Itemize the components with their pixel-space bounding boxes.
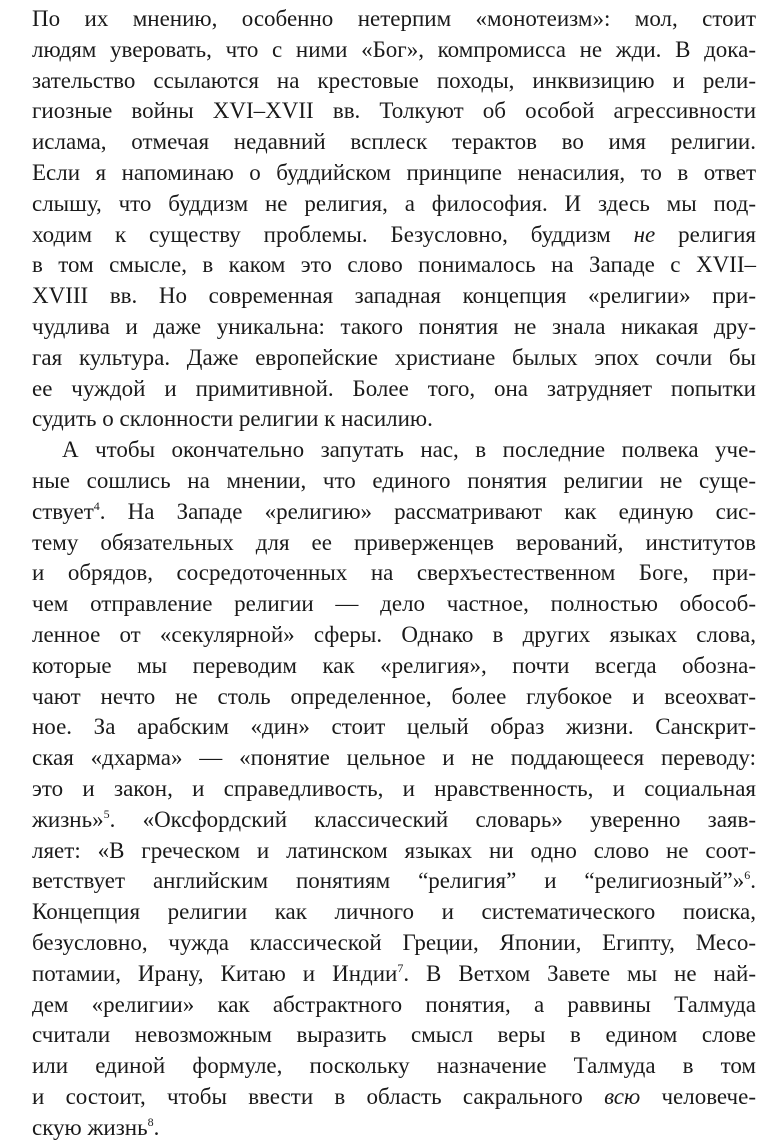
text-line <box>32 250 756 281</box>
footnote-ref[interactable]: 7 <box>397 960 404 975</box>
paragraph <box>32 435 756 1143</box>
text-line <box>32 528 756 559</box>
text-run: ляет: «В греческом и латинском языках ни одно слово не соот- <box>32 837 756 863</box>
text-run: ходим к существу проблемы. Безусловно, буддизм <box>32 221 634 247</box>
footnote-ref[interactable]: 5 <box>103 806 110 821</box>
text-run: судить о склонности религии к насилию. <box>32 406 433 432</box>
text-run: ветствует английским понятиям “религия” и “религиозный”» <box>32 868 745 894</box>
text-line <box>32 651 756 682</box>
text-run: которые мы переводим как «религия», почти всегда обозна- <box>32 652 756 678</box>
page-body <box>32 4 756 1143</box>
text-line <box>32 805 756 836</box>
text-line <box>32 404 756 435</box>
text-run: гая культура. Даже европейские христиане былых эпох сочли бы <box>32 344 756 370</box>
text-line <box>32 1113 756 1144</box>
text-run: и состоит, чтобы ввести в область сакрального <box>32 1083 605 1109</box>
footnote-ref[interactable]: 6 <box>744 868 751 883</box>
text-line <box>32 497 756 528</box>
text-run: чудлива и даже уникальна: такого понятия не знала никакая дру- <box>32 313 756 339</box>
text-run: потамии, Ирану, Китаю и Индии <box>32 960 398 986</box>
text-line <box>32 220 756 251</box>
text-line <box>32 466 756 497</box>
text-line <box>32 1051 756 1082</box>
text-line <box>32 312 756 343</box>
text-run: чают нечто не столь определенное, более глубокое и всеохват- <box>32 683 756 709</box>
text-run: или единой формуле, поскольку назначение Талмуда в том <box>32 1053 756 1079</box>
footnote-ref[interactable]: 4 <box>93 498 100 513</box>
text-run: скую жизнь <box>32 1114 148 1140</box>
text-line <box>32 682 756 713</box>
footnote-ref[interactable]: 8 <box>147 1114 154 1129</box>
text-line <box>32 158 756 189</box>
text-line <box>32 712 756 743</box>
text-line <box>32 1082 756 1113</box>
text-run: гиозные войны XVI–XVII вв. Толкуют об особой агрессивности <box>32 98 756 124</box>
text-line <box>32 897 756 928</box>
text-run: ислама, отмечая недавний всплеск терактов во имя религии. <box>32 129 756 155</box>
text-run: тему обязательных для ее приверженцев верований, институтов <box>32 529 756 555</box>
text-run: А чтобы окончательно запутать нас, в последние полвека уче- <box>62 437 756 463</box>
text-line <box>32 435 756 466</box>
text-run: . «Оксфордский классический словарь» уверенно заяв- <box>109 806 756 832</box>
text-line <box>32 66 756 97</box>
text-line <box>32 836 756 867</box>
text-line <box>32 4 756 35</box>
text-line <box>32 928 756 959</box>
text-run: безусловно, чужда классической Греции, Японии, Египту, Месо- <box>32 929 756 955</box>
text-run: ные сошлись на мнении, что единого понятия религии не суще- <box>32 467 756 493</box>
text-line <box>32 990 756 1021</box>
text-run: жизнь» <box>32 806 104 832</box>
text-run: людям уверовать, что с ними «Бог», компромисса не жди. В дока- <box>32 36 756 62</box>
text-line <box>32 558 756 589</box>
text-line <box>32 743 756 774</box>
text-run: Концепция религии как личного и систематического поиска, <box>32 899 756 925</box>
text-run: религия <box>655 221 756 247</box>
text-run: . <box>750 868 756 894</box>
text-run: ленное от «секулярной» сферы. Однако в других языках слова, <box>32 621 756 647</box>
text-line <box>32 866 756 897</box>
text-line <box>32 35 756 66</box>
text-line <box>32 96 756 127</box>
paragraph <box>32 4 756 435</box>
text-run: это и закон, и справедливость, и нравственность, и социальная <box>32 775 756 801</box>
text-line <box>32 343 756 374</box>
text-run: ствует <box>32 498 94 524</box>
text-run: . <box>153 1114 160 1140</box>
text-run: ное. За арабским «дин» стоит целый образ жизни. Санскрит- <box>32 714 756 740</box>
text-run: XVIII вв. Но современная западная концепция «религии» при- <box>32 283 756 309</box>
text-run: . В Ветхом Завете мы не най- <box>403 960 756 986</box>
text-run: считали невозможным выразить смысл веры в едином слове <box>32 1022 756 1048</box>
text-line <box>32 374 756 405</box>
text-line <box>32 127 756 158</box>
text-run: зательство ссылаются на крестовые походы, инквизицию и рели- <box>32 67 756 93</box>
text-line <box>32 589 756 620</box>
text-run: слышу, что буддизм не религия, а философия. И здесь мы под- <box>32 190 756 216</box>
text-line <box>32 1020 756 1051</box>
text-line <box>32 189 756 220</box>
text-line <box>32 774 756 805</box>
text-run: ее чуждой и примитивной. Более того, она затрудняет попытки <box>32 375 756 401</box>
text-run: человече- <box>640 1083 756 1109</box>
text-line <box>32 281 756 312</box>
text-run: ская «дхарма» — «понятие цельное и не поддающееся переводу: <box>32 745 756 771</box>
text-run: дем «религии» как абстрактного понятия, а раввины Талмуда <box>32 991 756 1017</box>
italic-emphasis: не <box>633 221 656 247</box>
text-run: в том смысле, в каком это слово понималось на Западе с XVII– <box>32 252 756 278</box>
text-run: и обрядов, сосредоточенных на сверхъестественном Боге, при- <box>32 560 756 586</box>
text-run: . На Западе «религию» рассматривают как единую сис- <box>99 498 756 524</box>
text-run: Если я напоминаю о буддийском принципе ненасилия, то в ответ <box>32 159 756 185</box>
italic-emphasis: всю <box>604 1083 641 1109</box>
text-run: чем отправление религии — дело частное, полностью обособ- <box>32 591 756 617</box>
text-line <box>32 959 756 990</box>
text-run: По их мнению, особенно нетерпим «монотеизм»: мол, стоит <box>32 6 756 31</box>
text-line <box>32 620 756 651</box>
